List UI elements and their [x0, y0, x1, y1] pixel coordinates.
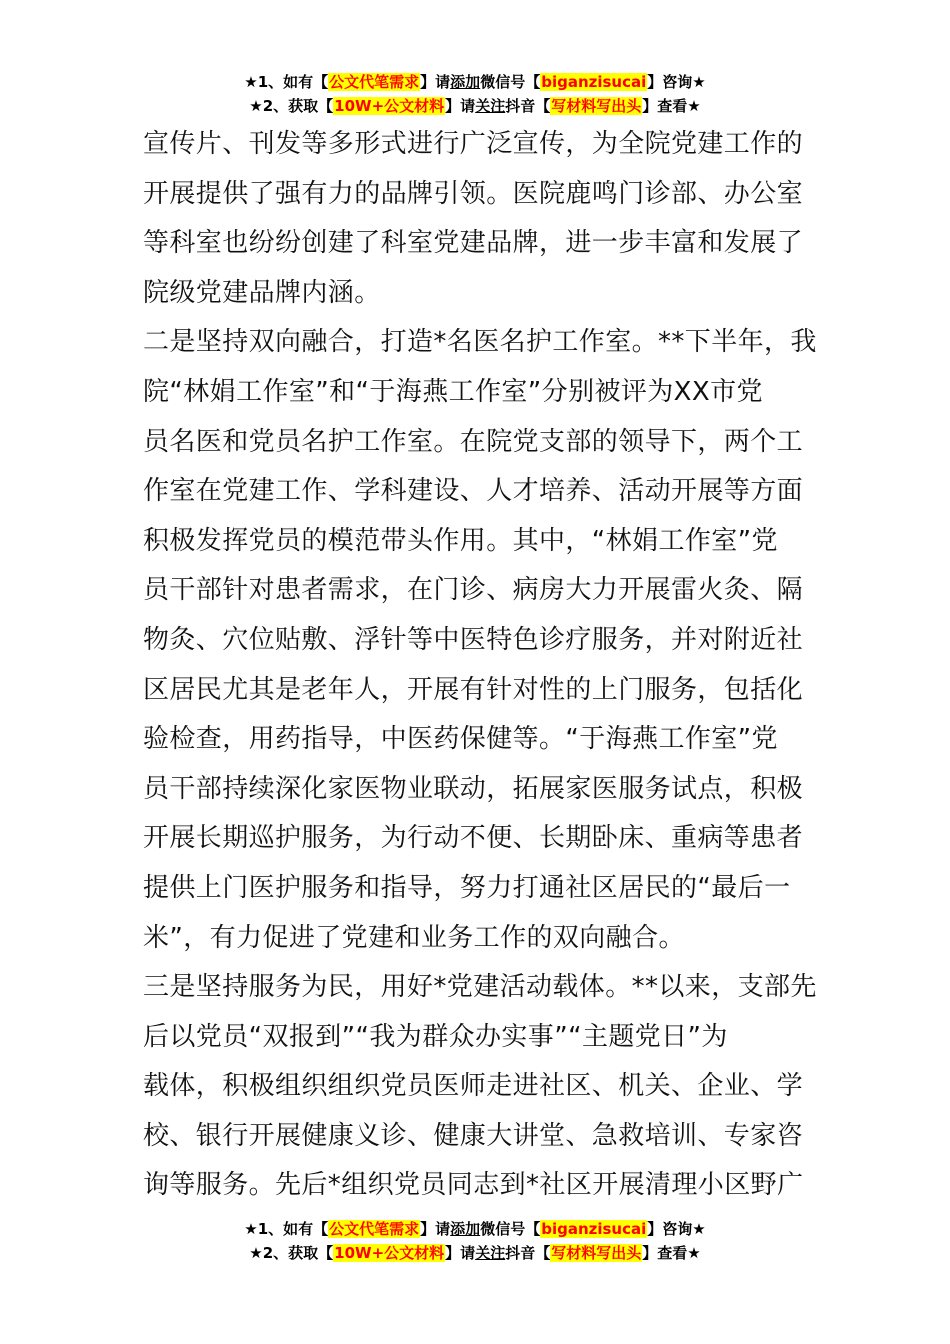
body-line: 二是坚持双向融合，打造*名医名护工作室。**下半年，我 [143, 327, 817, 358]
highlight-wechat-id: biganzisucai [541, 1220, 647, 1238]
body-line: 载体，积极组织组织党员医师走进社区、机关、企业、学 [143, 1071, 804, 1102]
body-line: 等科室也纷纷创建了科室党建品牌，进一步丰富和发展了 [143, 228, 804, 259]
banner-text: 】请 [445, 97, 476, 115]
highlight-douyin-account: 写材料写出头 [551, 97, 642, 115]
star-icon: ★ [692, 1220, 706, 1238]
star-icon: ★ [249, 97, 263, 115]
banner-underlined-text: 添加 [450, 1220, 481, 1238]
footer-banner [0, 1217, 950, 1265]
banner-line-1 [0, 1217, 950, 1241]
body-line: 员干部针对患者需求，在门诊、病房大力开展雷火灸、隔 [143, 575, 804, 606]
banner-line-2 [0, 94, 950, 118]
body-line: 米”，有力促进了党建和业务工作的双向融合。 [143, 922, 685, 953]
star-icon: ★ [249, 1244, 263, 1262]
document-body [143, 120, 817, 1211]
banner-underlined-text: 关注 [475, 97, 506, 115]
body-line: 后以党员“双报到”“我为群众办实事”“主题党日”为 [143, 1021, 728, 1052]
body-line: 院级党建品牌内涵。 [143, 277, 381, 308]
banner-text: 2、获取【 [262, 1244, 334, 1262]
banner-text: 】请 [445, 1244, 476, 1262]
body-line: 积极发挥党员的模范带头作用。其中，“林娟工作室”党 [143, 525, 778, 556]
highlight-writing-service: 公文代笔需求 [329, 1220, 420, 1238]
banner-text: 微信号【 [480, 1220, 541, 1238]
highlight-materials: 10W+公文材料 [334, 97, 445, 115]
body-line: 院“林娟工作室”和“于海燕工作室”分别被评为XX市党 [143, 376, 763, 407]
banner-text: 1、如有【 [257, 1220, 329, 1238]
highlight-writing-service: 公文代笔需求 [329, 73, 420, 91]
body-line: 校、银行开展健康义诊、健康大讲堂、急救培训、专家咨 [143, 1120, 804, 1151]
header-banner [0, 70, 950, 118]
banner-text: 】查看 [642, 1244, 688, 1262]
star-icon: ★ [244, 1220, 258, 1238]
banner-text: 】查看 [642, 97, 688, 115]
body-line: 询等服务。先后*组织党员同志到*社区开展清理小区野广 [143, 1170, 804, 1201]
body-line: 员干部持续深化家医物业联动，拓展家医服务试点，积极 [143, 773, 804, 804]
banner-underlined-text: 关注 [475, 1244, 506, 1262]
banner-line-2 [0, 1241, 950, 1265]
body-line: 三是坚持服务为民，用好*党建活动载体。**以来，支部先 [143, 972, 817, 1003]
banner-text: 1、如有【 [257, 73, 329, 91]
banner-text: 2、获取【 [262, 97, 334, 115]
banner-text: 抖音【 [505, 97, 551, 115]
body-line: 提供上门医护服务和指导，努力打通社区居民的“最后一 [143, 872, 791, 903]
banner-text: 微信号【 [480, 73, 541, 91]
body-line: 宣传片、刊发等多形式进行广泛宣传，为全院党建工作的 [143, 129, 804, 159]
highlight-wechat-id: biganzisucai [541, 73, 647, 91]
body-line: 开展长期巡护服务，为行动不便、长期卧床、重病等患者 [143, 823, 804, 854]
banner-text: 】咨询 [647, 73, 693, 91]
banner-line-1 [0, 70, 950, 94]
highlight-douyin-account: 写材料写出头 [551, 1244, 642, 1262]
star-icon: ★ [687, 97, 701, 115]
banner-underlined-text: 添加 [450, 73, 481, 91]
body-line: 作室在党建工作、学科建设、人才培养、活动开展等方面 [143, 476, 804, 507]
star-icon: ★ [244, 73, 258, 91]
body-line: 验检查，用药指导，中医药保健等。“于海燕工作室”党 [143, 724, 778, 755]
banner-text: 】请 [420, 1220, 451, 1238]
banner-text: 抖音【 [505, 1244, 551, 1262]
star-icon: ★ [687, 1244, 701, 1262]
star-icon: ★ [692, 73, 706, 91]
body-line: 开展提供了强有力的品牌引领。医院鹿鸣门诊部、办公室 [143, 178, 804, 209]
highlight-materials: 10W+公文材料 [334, 1244, 445, 1262]
body-line: 员名医和党员名护工作室。在院党支部的领导下，两个工 [143, 426, 804, 457]
banner-text: 】请 [420, 73, 451, 91]
body-line: 物灸、穴位贴敷、浮针等中医特色诊疗服务，并对附近社 [143, 624, 804, 655]
body-line: 区居民尤其是老年人，开展有针对性的上门服务，包括化 [143, 674, 804, 705]
banner-text: 】咨询 [647, 1220, 693, 1238]
